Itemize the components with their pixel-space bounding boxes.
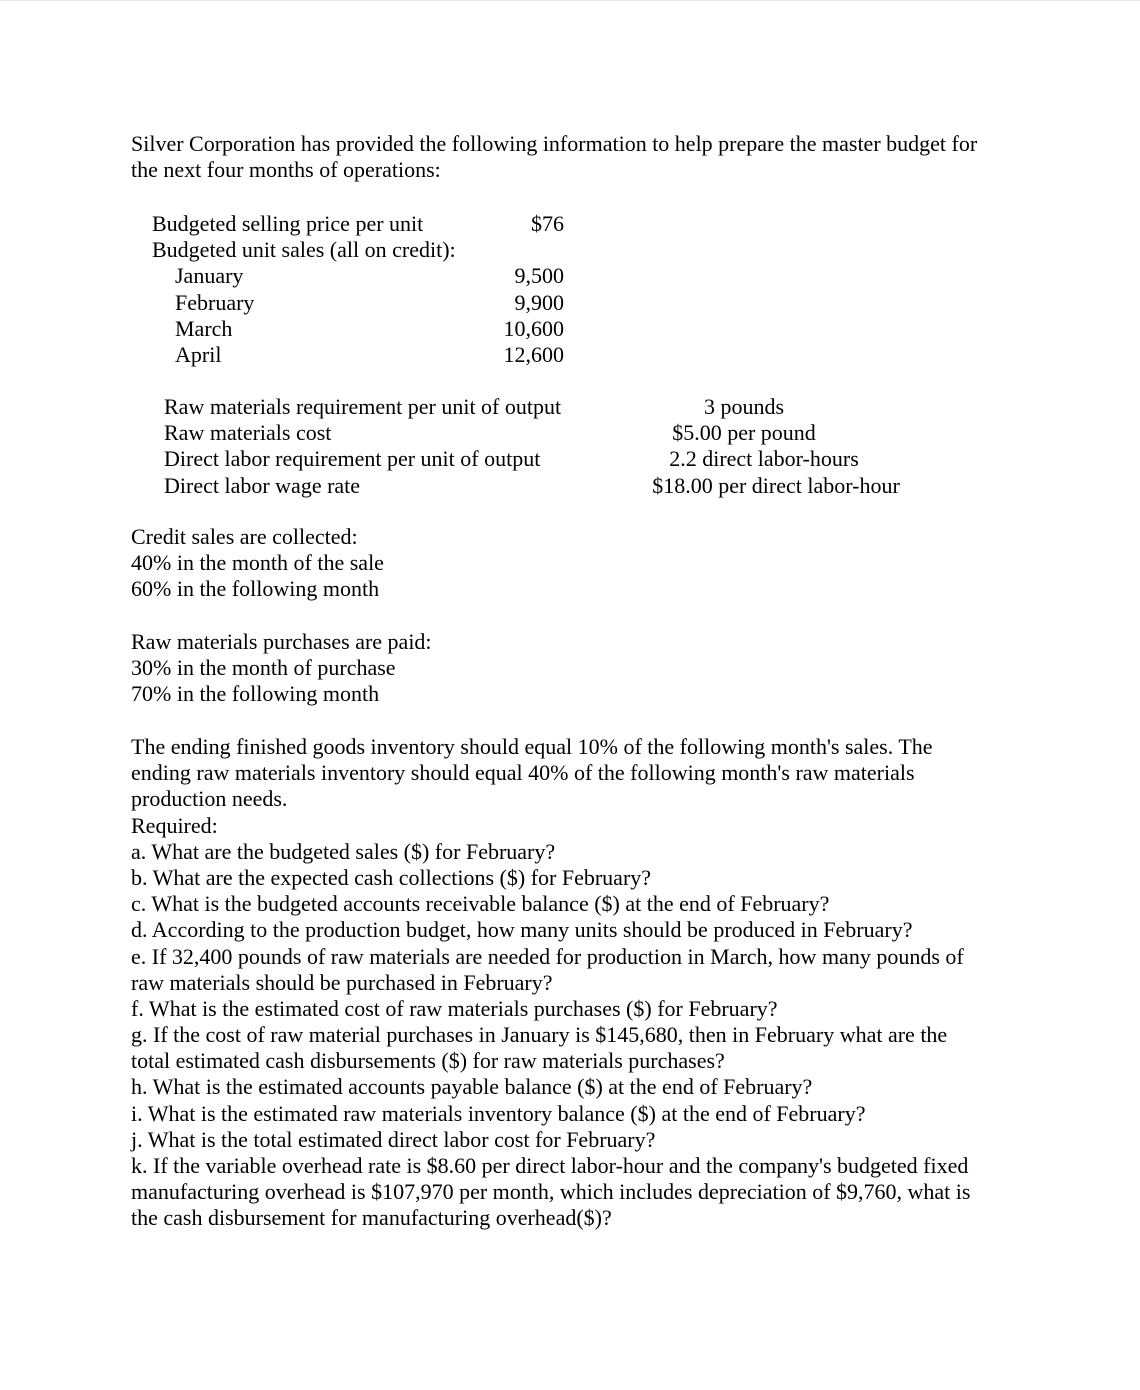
question-line: b. What are the expected cash collections ($) for February?	[131, 864, 652, 890]
requirement-row	[164, 394, 924, 420]
purchases-section	[131, 629, 432, 708]
question-line: c. What is the budgeted accounts receivable balance ($) at the end of February?	[131, 891, 830, 917]
unit-sales-month: March	[175, 315, 233, 341]
requirement-row	[164, 446, 924, 472]
unit-sales-month: April	[175, 341, 222, 367]
sales-table	[152, 211, 564, 368]
requirement-row	[164, 420, 924, 446]
question-line: the cash disbursement for manufacturing overhead($)?	[131, 1205, 612, 1231]
question-line: manufacturing overhead is $107,970 per month, which includes depreciation of $9,760, what is	[131, 1179, 971, 1205]
unit-sales-row	[152, 290, 564, 316]
unit-sales-header-row	[152, 237, 564, 263]
requirement-label: Direct labor requirement per unit of output	[164, 446, 541, 472]
collections-section	[131, 524, 384, 603]
purchases-header: Raw materials purchases are paid:	[131, 629, 432, 654]
requirements-table	[164, 394, 924, 499]
required-label: Required:	[131, 812, 218, 838]
inventory-policy-line: ending raw materials inventory should equal 40% of the following month's raw materials	[131, 760, 915, 786]
intro-paragraph	[131, 131, 1031, 183]
question-line: a. What are the budgeted sales ($) for February?	[131, 838, 556, 864]
unit-sales-header: Budgeted unit sales (all on credit):	[152, 237, 456, 263]
collections-header: Credit sales are collected:	[131, 524, 358, 549]
question-line: j. What is the total estimated direct labor cost for February?	[131, 1126, 656, 1152]
unit-sales-month: February	[175, 289, 255, 315]
intro-line: the next four months of operations:	[131, 157, 441, 183]
inventory-policy-line: production needs.	[131, 786, 288, 812]
question-line: i. What is the estimated raw materials inventory balance ($) at the end of February?	[131, 1100, 866, 1126]
intro-line: Silver Corporation has provided the following information to help prepare the master budget for	[131, 131, 978, 156]
selling-price-row	[152, 211, 564, 237]
requirement-value: 2.2 direct labor-hours	[669, 446, 859, 472]
requirement-value: $18.00 per direct labor-hour	[652, 472, 900, 498]
unit-sales-units: 10,600	[503, 315, 564, 341]
unit-sales-row	[152, 316, 564, 342]
question-line: d. According to the production budget, how many units should be produced in February?	[131, 917, 913, 943]
question-line: e. If 32,400 pounds of raw materials are needed for production in March, how many pounds of	[131, 943, 964, 969]
question-line: raw materials should be purchased in February?	[131, 969, 553, 995]
unit-sales-month: January	[175, 263, 244, 289]
collections-line: 40% in the month of the sale	[131, 550, 384, 576]
collections-line: 60% in the following month	[131, 576, 380, 602]
requirement-label: Raw materials cost	[164, 420, 332, 446]
question-line: g. If the cost of raw material purchases in January is $145,680, then in February what are the	[131, 1022, 948, 1048]
unit-sales-row	[152, 263, 564, 289]
purchases-line: 70% in the following month	[131, 681, 380, 707]
selling-price-value: $76	[531, 211, 564, 236]
requirement-value: 3 pounds	[703, 394, 785, 419]
question-line: k. If the variable overhead rate is $8.60 per direct labor-hour and the company's budgeted fixed	[131, 1153, 969, 1178]
requirement-value: $5.00 per pound	[672, 420, 816, 446]
requirement-row	[164, 473, 924, 499]
inventory-policy-line: The ending finished goods inventory should equal 10% of the following month's sales. The	[131, 734, 933, 759]
requirement-label: Direct labor wage rate	[164, 472, 361, 498]
selling-price-label: Budgeted selling price per unit	[152, 211, 424, 236]
question-line: f. What is the estimated cost of raw materials purchases ($) for February?	[131, 995, 778, 1021]
unit-sales-units: 9,900	[514, 289, 564, 315]
question-line: total estimated cash disbursements ($) for raw materials purchases?	[131, 1048, 725, 1074]
unit-sales-units: 9,500	[514, 263, 564, 289]
inventory-and-questions	[131, 734, 1011, 1232]
purchases-line: 30% in the month of purchase	[131, 655, 396, 681]
unit-sales-units: 12,600	[503, 341, 564, 367]
unit-sales-row	[152, 342, 564, 368]
question-line: h. What is the estimated accounts payable balance ($) at the end of February?	[131, 1074, 813, 1100]
requirement-label: Raw materials requirement per unit of output	[164, 394, 562, 419]
top-divider	[0, 0, 1140, 1]
